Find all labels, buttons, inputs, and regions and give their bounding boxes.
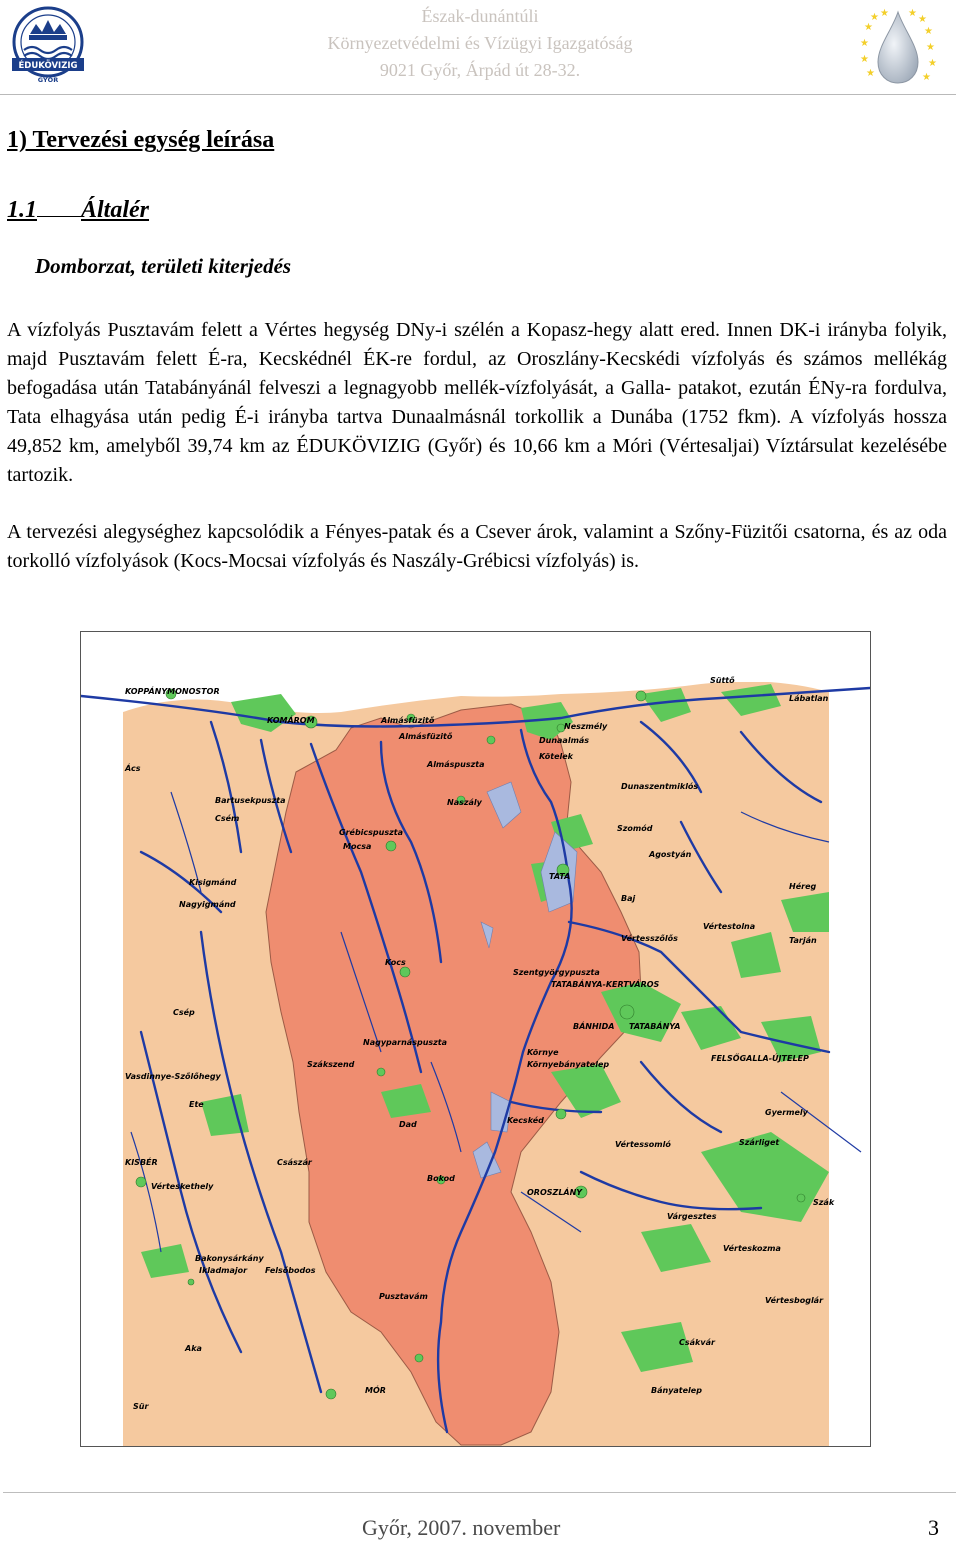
map-label: Gyermely [765,1108,808,1117]
map-label: Agostyán [649,850,692,859]
subsection-heading [7,197,149,224]
svg-text:★: ★ [924,26,933,37]
map-label: Szentgyörgypuszta [513,968,600,977]
map-label: BÁNHIDA [573,1022,615,1031]
map-label: Vérteskozma [723,1244,781,1253]
svg-text:ÉDUKÖVIZIG: ÉDUKÖVIZIG [18,61,78,71]
map-label: Dunaalmás [539,736,590,745]
map-label: Grébicspuszta [339,828,403,837]
svg-text:★: ★ [866,68,875,79]
map-label: KOPPÁNYMONOSTOR [125,687,220,696]
map-label: Várgesztes [667,1212,717,1221]
org-address: 9021 Győr, Árpád út 28-32. [379,60,581,80]
paragraph-2: A tervezési alegységhez kapcsolódik a Fényes-patak és a Csever árok, valamint a Szőny-Füzitői csatorna, és az oda torkolló vízfolyások (Kocs-Mocsai vízfolyás és Naszály-Grébicsi vízfolyás) is. [7,521,947,572]
map-label: Vértesszőlős [621,934,678,943]
svg-text:★: ★ [864,22,873,33]
map-label: Kötelek [539,752,573,761]
map-graphic [81,632,870,1446]
map-label: Mocsa [343,842,372,851]
map-label: Bányatelep [651,1386,702,1395]
map-label: Vérteskethely [151,1182,214,1191]
map-label: Tarján [789,936,817,945]
org-name-line2: Környezetvédelmi és Vízügyi Igazgatóság [327,33,633,53]
map-label: FELSŐGALLA-ÚJTELEP [711,1054,809,1063]
map-label: TATABÁNYA-KERTVÁROS [551,980,660,989]
map-label: Dunaszentmiklós [621,782,699,791]
map-label: KOMÁROM [267,716,315,725]
map-label: Vértesboglár [765,1296,824,1305]
map-label: Ete [189,1100,204,1109]
map-label: Környe [527,1048,559,1057]
svg-text:★: ★ [928,58,937,69]
section-heading: 1) Tervezési egység leírása [7,127,275,153]
svg-text:★: ★ [860,54,869,65]
catchment-map [80,631,871,1447]
svg-text:GYŐR: GYŐR [37,76,59,84]
map-label: Szomód [617,824,653,833]
map-label: Nagyigmánd [179,900,236,909]
map-label: Vértestolna [703,922,756,931]
map-label: Kocs [385,958,406,967]
map-label: Bakonysárkány [195,1254,264,1263]
map-label: Szák [813,1198,835,1207]
map-label: Héreg [789,882,817,891]
svg-text:★: ★ [918,14,927,25]
map-label: Csép [173,1008,195,1017]
map-label: Neszmély [564,722,608,731]
map-label: Almáspuszta [427,760,485,769]
map-label: TATA [549,872,571,881]
map-label: Bartusekpuszta [215,796,286,805]
map-label: Környebányatelep [527,1060,610,1069]
map-label: Bokod [427,1174,455,1183]
footer-place-date: Győr, 2007. november [362,1515,561,1540]
svg-text:★: ★ [922,72,931,83]
subsection-title: Általér [81,197,150,223]
subsection-number: 1.1 [7,197,37,223]
map-label: OROSZLÁNY [527,1188,583,1197]
svg-text:★: ★ [880,8,889,19]
map-label: Vasdinnye-Szőlőhegy [125,1072,221,1081]
map-label: Naszály [447,798,482,807]
map-label: Csákvár [679,1338,715,1347]
vizig-emblem-icon [8,6,88,91]
map-label: Aka [185,1344,202,1353]
topic-heading: Domborzat, területi kiterjedés [35,254,292,278]
map-label: Dad [399,1120,417,1129]
map-label: Felsőbodos [265,1266,316,1275]
map-label: Csém [215,814,240,823]
eu-water-drop-icon [856,8,940,93]
map-label: Kisigmánd [189,878,237,887]
map-label: Vértessomló [615,1140,671,1149]
svg-text:★: ★ [860,38,869,49]
map-label: Ács [125,764,141,773]
map-label: Szákszend [307,1060,355,1069]
map-label: TATABÁNYA [629,1022,681,1031]
map-label: Almásfüzitő [381,716,435,725]
page-number: 3 [928,1515,939,1540]
map-label: Sür [133,1402,149,1411]
map-label: MÓR [365,1386,386,1395]
header-divider [0,94,956,95]
org-name-line1: Észak-dunántúli [421,6,539,26]
footer-divider [3,1492,956,1493]
map-label: Baj [621,894,636,903]
map-label: Szárliget [739,1138,780,1147]
map-label: Lábatlan [789,694,829,703]
map-label: Pusztavám [379,1292,428,1301]
page-header [0,0,960,95]
map-label: Kecskéd [507,1116,544,1125]
map-label: Császár [277,1158,312,1167]
map-label: Ikladmajor [199,1266,248,1275]
svg-text:★: ★ [870,12,879,23]
map-label: Nagyparnáspuszta [363,1038,448,1047]
paragraph-1: A vízfolyás Pusztavám felett a Vértes hegység DNy-i szélén a Kopasz-hegy alatt ered. Innen DK-i irányba folyik, majd Pusztavám felett É-ra, Kecskédnél ÉK-re fordul, az Oroszlány-Kecskédi vízfolyás és számos mellékág befogadása után Tatabányánál felveszi a legnagyobb mellék-vízfolyását, a Galla- patakot, ezután ÉNy-ra fordulva, Tata elhagyása után pedig É-i irányba tartva Dunaalmásnál torkollik a Dunába (1752 fkm). A vízfolyás hossza 49,852 km, amelyből 39,74 km az ÉDUKÖVIZIG (Győr) és 10,66 km a Móri (Vértesaljai) Víztársulat kezelésébe tartozik. [7,319,947,486]
map-label: Süttő [710,676,735,685]
map-label: KISBÉR [125,1158,158,1167]
svg-text:★: ★ [908,8,917,19]
map-label: Almásfüzitő [399,732,453,741]
svg-text:★: ★ [926,42,935,53]
